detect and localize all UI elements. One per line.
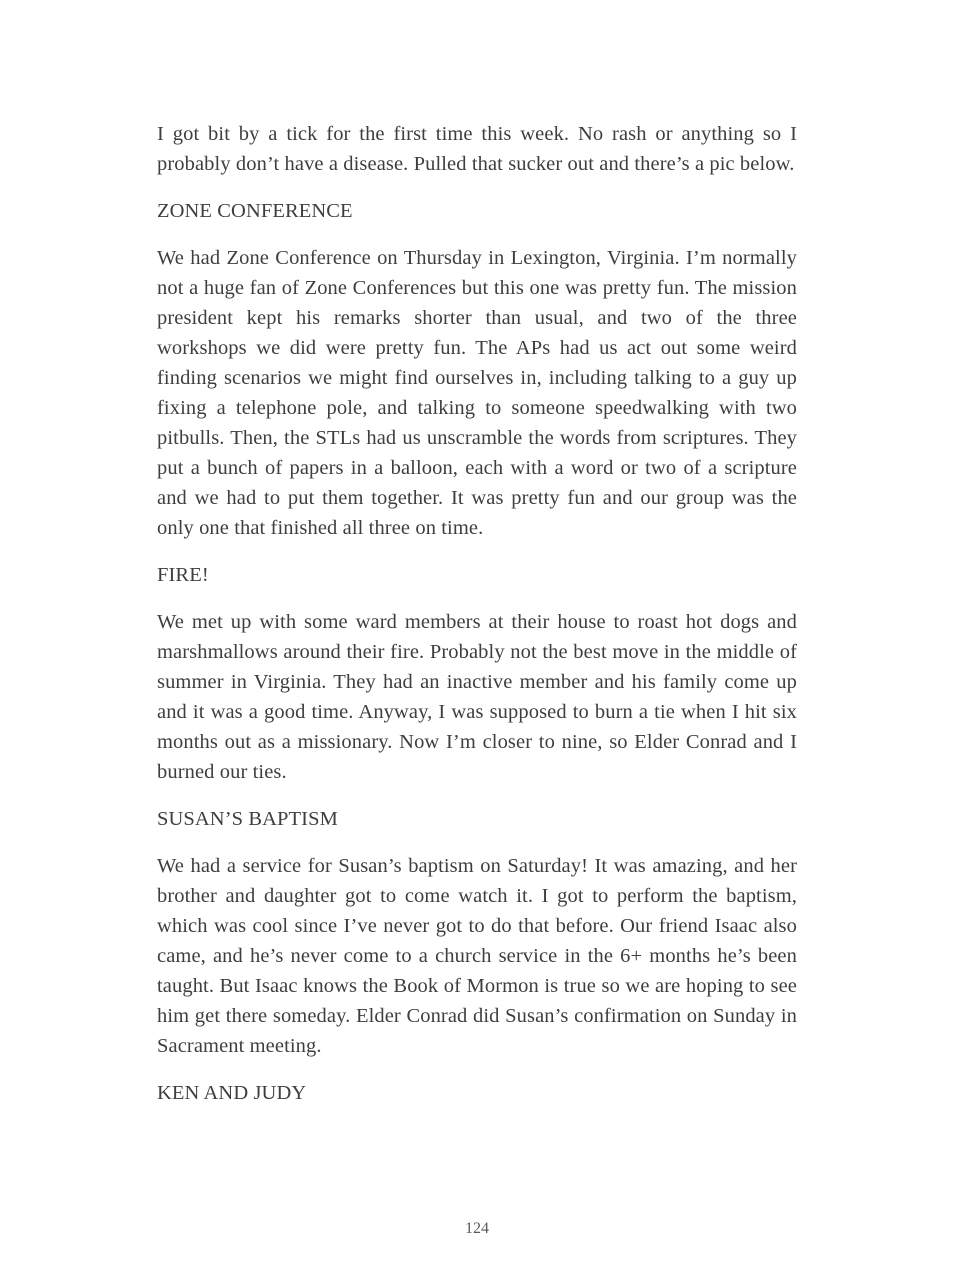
paragraph-susans-baptism: We had a service for Susan’s baptism on Saturday! It was amazing, and her brother and daughter got to come watch it. I got to perform the baptism, which was cool since I’ve never got to do that before. Our friend Isaac also came, and he’s never come to a church service in the 6+ months he’s been taught. But Isaac knows the Book of Mormon is true so we are hoping to see him get there someday. Elder Conrad did Susan’s confirmation on Sunday in Sacrament meeting. (157, 855, 797, 1057)
paragraph-fire: We met up with some ward members at their house to roast hot dogs and marshmallows around their fire. Probably not the best move in the middle of summer in Virginia. They had an inactive member and his family come up and it was a good time. Anyway, I was supposed to burn a tie when I hit six months out as a missionary. Now I’m closer to nine, so Elder Conrad and I burned our ties. (157, 611, 797, 783)
paragraph-zone-conference: We had Zone Conference on Thursday in Lexington, Virginia. I’m normally not a huge fan of Zone Conferences but this one was pretty fun. The mission president kept his remarks shorter than usual, and two of the three workshops we did were pretty fun. The APs had us act out some weird finding scenarios we might find ourselves in, including talking to a guy up fixing a telephone pole, and talking to someone speedwalking with two pitbulls. Then, the STLs had us unscramble the words from scriptures. They put a bunch of papers in a balloon, each with a word or two of a scripture and we had to put them together. It was pretty fun and our group was the only one that finished all three on time. (157, 247, 797, 539)
page-number: 124 (465, 1220, 489, 1237)
paragraph-tick-bite: I got bit by a tick for the first time this week. No rash or anything so I probably don’t have a disease. Pulled that sucker out and there’s a pic below. (157, 123, 797, 175)
heading-ken-and-judy: KEN AND JUDY (157, 1082, 307, 1104)
heading-susans-baptism: SUSAN’S BAPTISM (157, 808, 338, 830)
page-content (157, 0, 797, 1108)
heading-zone-conference: ZONE CONFERENCE (157, 200, 353, 222)
heading-fire: FIRE! (157, 564, 209, 586)
